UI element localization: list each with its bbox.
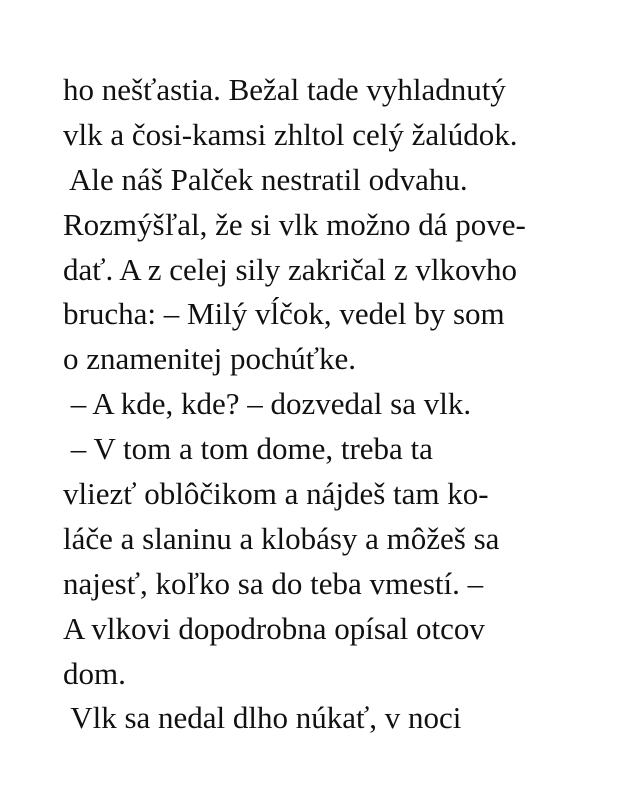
text-line-14: dom. <box>63 655 126 691</box>
text-line-7: o znamenitej pochúťke. <box>63 341 357 377</box>
text-line-8: – A kde, kde? – dozvedal sa vlk. <box>63 386 472 422</box>
text-line-12: najesť, koľko sa do teba vmestí. – <box>63 565 484 601</box>
text-line-2: vlk a čosi-kamsi zhltol celý žalúdok. <box>63 116 518 152</box>
text-line-1: ho nešťastia. Bežal tade vyhladnutý <box>63 72 506 107</box>
text-line-6: brucha: – Milý vĺčok, vedel by som <box>63 296 505 332</box>
page-text <box>63 68 583 741</box>
text-line-4: Rozmýšľal, že si vlk možno dá pove- <box>63 206 526 242</box>
text-line-11: láče a slaninu a klobásy a môžeš sa <box>63 520 500 556</box>
text-line-10: vliezť oblôčikom a nájdeš tam ko- <box>63 476 489 512</box>
text-line-5: dať. A z celej sily zakričal z vlkovho <box>63 251 517 287</box>
text-line-15: Vlk sa nedal dlho núkať, v noci <box>63 700 462 736</box>
text-line-3: Ale náš Palček nestratil odvahu. <box>63 161 468 197</box>
text-line-9: – V tom a tom dome, treba ta <box>63 431 433 467</box>
text-line-13: A vlkovi dopodrobna opísal otcov <box>63 610 485 646</box>
